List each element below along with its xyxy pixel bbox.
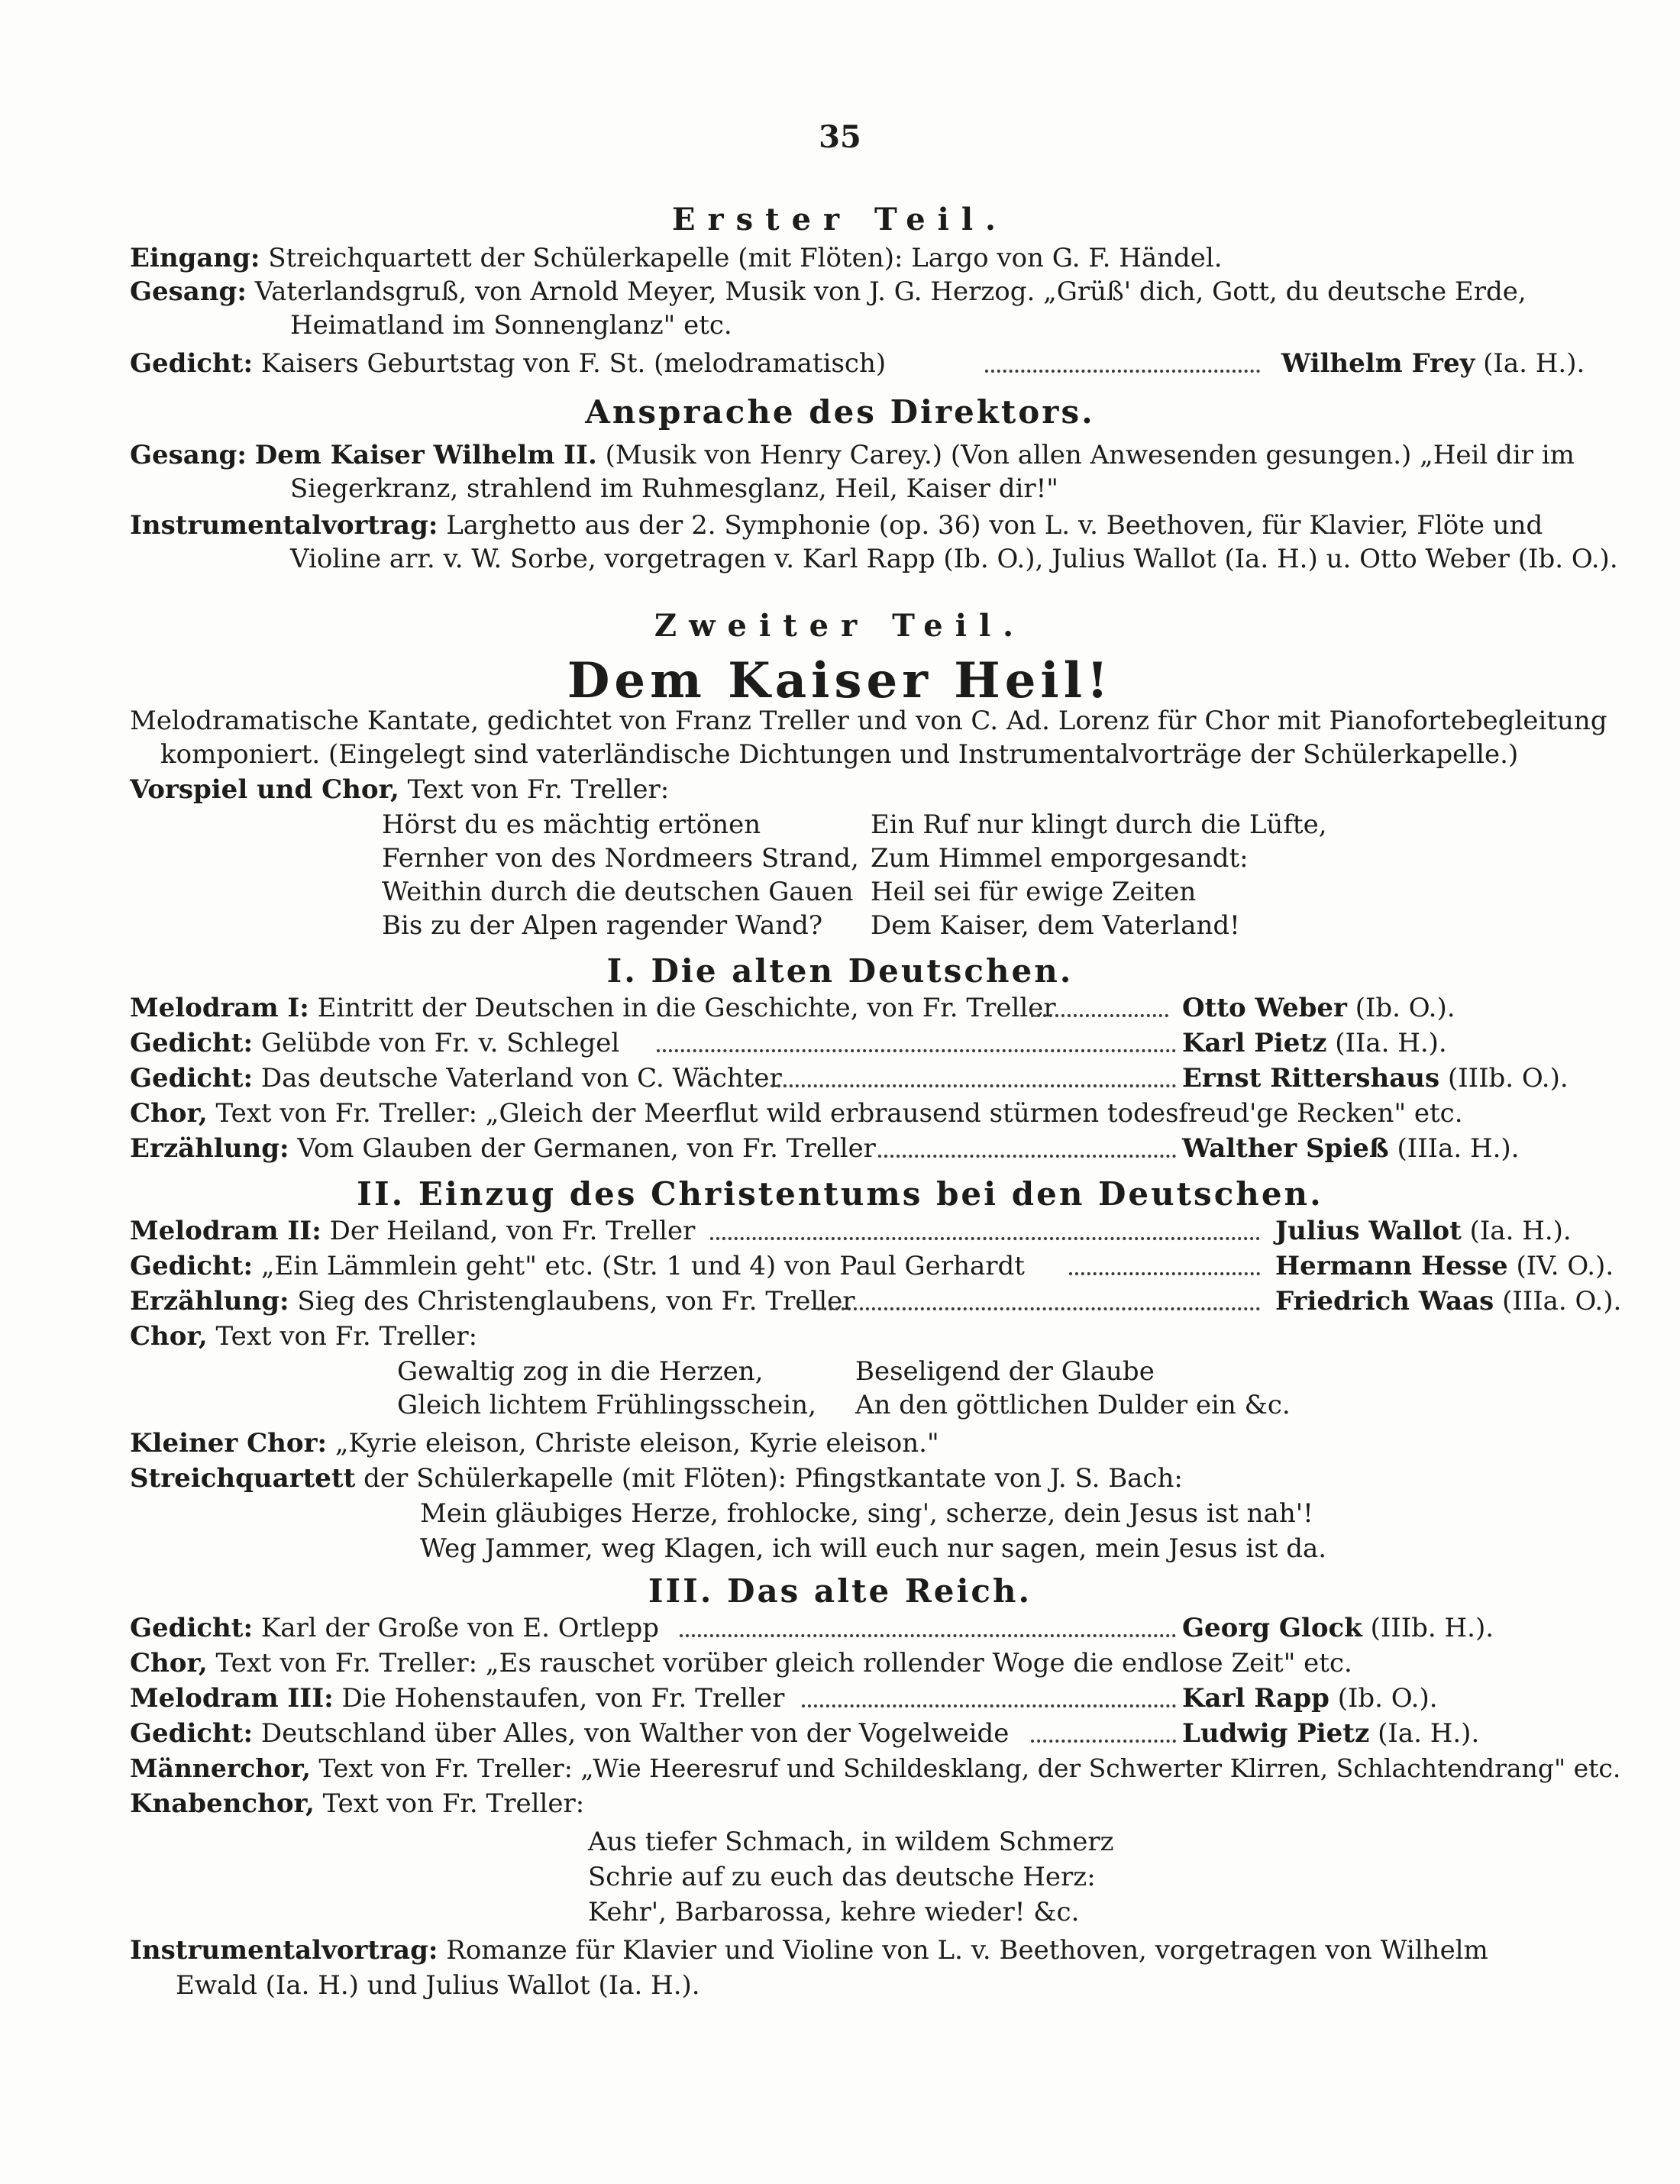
performer: [1182, 1613, 1494, 1643]
verse-line: Zum Himmel emporgesandt:: [871, 843, 1249, 874]
performer-name: Ernst Rittershaus: [1182, 1063, 1440, 1094]
entry-vorspiel: [130, 774, 669, 805]
entry-label: Erzählung:: [130, 1133, 289, 1164]
entry-melodram-3: [130, 1683, 1504, 1714]
entry-text: Text von Fr. Treller: „Es rauschet vorüber gleich rollender Woge die endlose Zeit" etc.: [215, 1648, 1352, 1678]
performer: [1182, 1063, 1569, 1094]
performer-class: (IIIb. O.).: [1447, 1063, 1569, 1094]
entry-text: Text von Fr. Treller:: [322, 1788, 585, 1819]
verse-line: Dem Kaiser, dem Vaterland!: [871, 910, 1240, 941]
entry-label: Melodram I:: [130, 993, 309, 1023]
verse-line: Bis zu der Alpen ragender Wand?: [382, 910, 823, 941]
performer-name: Wilhelm Frey: [1281, 348, 1475, 379]
verse-line: Gewaltig zog in die Herzen,: [397, 1356, 764, 1387]
verse-line: Heil sei für ewige Zeiten: [871, 877, 1197, 907]
performer-name: Otto Weber: [1182, 993, 1347, 1023]
entry-label: Instrumentalvortrag:: [130, 510, 438, 541]
entry-gedicht-vaterland: [130, 1063, 1569, 1094]
performer-class: (IIIa. H.).: [1397, 1133, 1520, 1164]
entry-label: Knabenchor,: [130, 1788, 315, 1819]
dot-leader: [1031, 1014, 1168, 1017]
entry-maennerchor: [130, 1753, 1620, 1784]
performer-class: (IV. O.).: [1516, 1251, 1614, 1281]
performer-class: (Ib. O.).: [1355, 993, 1455, 1023]
entry-label: Instrumentalvortrag:: [130, 1935, 438, 1966]
part-two-heading: Zweiter Teil.: [654, 608, 1026, 644]
entry-label: Gedicht:: [130, 1718, 254, 1749]
entry-gesang-2: [130, 440, 1575, 470]
entry-kleiner-chor: [130, 1428, 939, 1459]
dot-leader: [657, 1049, 1176, 1052]
entry-text: Text von Fr. Treller:: [407, 774, 670, 805]
entry-melodram-2: [130, 1216, 1572, 1246]
entry-text: Eintritt der Deutschen in die Geschichte, von Fr. Treller: [317, 993, 1056, 1023]
entry-gedicht-gelubde: [130, 1028, 1504, 1058]
entry-erzaehlung-2: [130, 1286, 1622, 1317]
entry-text: Sieg des Christenglaubens, von Fr. Treller: [297, 1286, 855, 1317]
song-title: Dem Kaiser Wilhelm II.: [254, 440, 597, 470]
dot-leader: [771, 1084, 1176, 1087]
entry-melodram-1: [130, 993, 1504, 1023]
performer: [1182, 1028, 1447, 1058]
entry-label: Melodram III:: [130, 1683, 334, 1714]
part-one-heading: Erster Teil.: [672, 202, 1008, 237]
verse-line: Weithin durch die deutschen Gauen: [382, 877, 854, 907]
entry-continuation: Heimatland im Sonnenglanz" etc.: [290, 310, 732, 341]
entry-text: Text von Fr. Treller:: [215, 1321, 478, 1352]
entry-text: „Kyrie eleison, Christe eleison, Kyrie eleison.": [334, 1428, 939, 1459]
cantata-intro-line-1: Melodramatische Kantate, gedichtet von Franz Treller und von C. Ad. Lorenz für Chor mit Pianofortebegleitung: [130, 706, 1607, 736]
entry-erzaehlung-1: [130, 1133, 1520, 1164]
entry-label: Eingang:: [130, 243, 260, 273]
entry-text: Der Heiland, von Fr. Treller: [329, 1216, 696, 1246]
cantata-title: Dem Kaiser Heil!: [567, 652, 1113, 709]
performer: [1182, 1718, 1479, 1749]
performer-class: (Ia. H.).: [1378, 1718, 1480, 1749]
dot-leader: [1069, 1272, 1260, 1275]
performer-class: (IIIb. H.).: [1370, 1613, 1494, 1643]
performer: [1275, 1251, 1614, 1281]
performer-name: Walther Spieß: [1182, 1133, 1389, 1164]
entry-label: Gedicht:: [130, 1063, 254, 1094]
entry-label: Chor,: [130, 1648, 208, 1678]
entry-label: Gedicht:: [130, 348, 254, 379]
entry-label: Streichquartett: [130, 1463, 356, 1494]
entry-label: Kleiner Chor:: [130, 1428, 328, 1459]
dot-leader: [985, 370, 1260, 373]
entry-label: Gesang:: [130, 276, 247, 307]
entry-label: Gesang:: [130, 440, 247, 470]
entry-gedicht-laemmlein: [130, 1251, 1614, 1281]
dot-leader: [680, 1634, 1176, 1637]
entry-text: Das deutsche Vaterland von C. Wächter: [260, 1063, 782, 1094]
section-3-heading: III. Das alte Reich.: [648, 1572, 1032, 1610]
entry-knabenchor: [130, 1788, 584, 1819]
entry-label: Chor,: [130, 1321, 208, 1352]
verse-line: Ein Ruf nur klingt durch die Lüfte,: [871, 809, 1327, 840]
performer-class: (Ia. H.).: [1469, 1216, 1572, 1246]
entry-text: der Schülerkapelle (mit Flöten): Pfingstkantate von J. S. Bach:: [363, 1463, 1183, 1494]
verse-line: Hörst du es mächtig ertönen: [382, 809, 761, 840]
entry-label: Erzählung:: [130, 1286, 289, 1317]
entry-label: Chor,: [130, 1098, 208, 1129]
verse-line: Schrie auf zu euch das deutsche Herz:: [588, 1862, 1096, 1892]
verse-line: Weg Jammer, weg Klagen, ich will euch nur sagen, mein Jesus ist da.: [420, 1533, 1327, 1564]
performer-class: (Ia. H.).: [1483, 348, 1585, 379]
entry-text: Gelübde von Fr. v. Schlegel: [260, 1028, 620, 1058]
performer-name: Hermann Hesse: [1275, 1251, 1508, 1281]
entry-gedicht-1: [130, 348, 1585, 379]
performer: [1182, 1683, 1438, 1714]
entry-chor-1: [130, 1098, 1463, 1129]
verse-line: Fernher von des Nordmeers Strand,: [382, 843, 859, 874]
entry-chor-2: [130, 1321, 477, 1352]
entry-text: Streichquartett der Schülerkapelle (mit Flöten): Largo von G. F. Händel.: [268, 243, 1223, 273]
entry-gesang-1: [130, 276, 1527, 307]
entry-text: Romanze für Klavier und Violine von L. v. Beethoven, vorgetragen von Wilhelm: [446, 1935, 1488, 1966]
entry-label: Gedicht:: [130, 1613, 254, 1643]
verse-line: Mein gläubiges Herze, frohlocke, sing', scherze, dein Jesus ist nah'!: [420, 1498, 1313, 1529]
dot-leader: [878, 1155, 1176, 1158]
performer-name: Friedrich Waas: [1275, 1286, 1494, 1317]
entry-continuation: Violine arr. v. W. Sorbe, vorgetragen v. Karl Rapp (Ib. O.), Julius Wallot (Ia. H.) u. Otto Weber (Ib. O.).: [290, 544, 1618, 574]
verse-line: Gleich lichtem Frühlingsschein,: [397, 1390, 816, 1420]
entry-label: Gedicht:: [130, 1251, 254, 1281]
performer-name: Ludwig Pietz: [1182, 1718, 1370, 1749]
verse-line: Kehr', Barbarossa, kehre wieder! &c.: [588, 1897, 1080, 1927]
entry-instrumental-2: [130, 1935, 1488, 1966]
entry-text: Karl der Große von E. Ortlepp: [260, 1613, 660, 1643]
entry-streichquartett: [130, 1463, 1183, 1494]
cantata-intro-line-2: komponiert. (Eingelegt sind vaterländische Dichtungen und Instrumentalvorträge der Schülerkapelle.): [160, 739, 1519, 770]
entry-label: Melodram II:: [130, 1216, 321, 1246]
entry-label: Gedicht:: [130, 1028, 254, 1058]
dot-leader: [817, 1307, 1260, 1310]
verse-line: Aus tiefer Schmach, in wildem Schmerz: [588, 1827, 1114, 1857]
performer: [1182, 1133, 1520, 1164]
entry-text: Vom Glauben der Germanen, von Fr. Treller: [297, 1133, 876, 1164]
dot-leader: [802, 1704, 1176, 1707]
performer-class: (IIIa. O.).: [1502, 1286, 1622, 1317]
entry-text: „Ein Lämmlein geht" etc. (Str. 1 und 4) von Paul Gerhardt: [260, 1251, 1025, 1281]
performer: [1182, 993, 1455, 1023]
performer: [1275, 1286, 1621, 1317]
entry-chor-3: [130, 1648, 1352, 1678]
performer-name: Karl Pietz: [1182, 1028, 1327, 1058]
verse-line: An den göttlichen Dulder ein &c.: [855, 1390, 1291, 1420]
entry-instrumental-1: [130, 510, 1543, 541]
entry-gedicht-deutschland: [130, 1718, 1504, 1749]
entry-gedicht-karl: [130, 1613, 1504, 1643]
section-1-heading: I. Die alten Deutschen.: [606, 952, 1074, 990]
performer-name: Julius Wallot: [1275, 1216, 1462, 1246]
performer: [1275, 1216, 1572, 1246]
section-2-heading: II. Einzug des Christentums bei den Deutschen.: [357, 1175, 1323, 1213]
ansprache-heading: Ansprache des Direktors.: [585, 393, 1095, 431]
performer: [1281, 348, 1585, 379]
page-number: 35: [819, 119, 861, 155]
dot-leader: [1031, 1740, 1176, 1743]
performer-class: (IIa. H.).: [1335, 1028, 1447, 1058]
entry-text: Kaisers Geburtstag von F. St. (melodramatisch): [260, 348, 887, 379]
entry-text: Die Hohenstaufen, von Fr. Treller: [341, 1683, 785, 1714]
entry-text: Deutschland über Alles, von Walther von der Vogelweide: [260, 1718, 1010, 1749]
entry-continuation: Siegerkranz, strahlend im Ruhmesglanz, Heil, Kaiser dir!": [290, 473, 1058, 504]
entry-text: Larghetto aus der 2. Symphonie (op. 36) von L. v. Beethoven, für Klavier, Flöte und: [446, 510, 1543, 541]
dot-leader: [710, 1237, 1260, 1240]
entry-label: Männerchor,: [130, 1753, 311, 1783]
entry-text: (Musik von Henry Carey.) (Von allen Anwesenden gesungen.) „Heil dir im: [605, 440, 1575, 470]
entry-text: Text von Fr. Treller: „Gleich der Meerflut wild erbrausend stürmen todesfreud'ge Recken" etc.: [215, 1098, 1463, 1129]
entry-eingang: [130, 243, 1223, 273]
entry-continuation: Ewald (Ia. H.) und Julius Wallot (Ia. H.).: [176, 1970, 700, 2001]
performer-class: (Ib. O.).: [1337, 1683, 1438, 1714]
performer-name: Karl Rapp: [1182, 1683, 1329, 1714]
entry-text: Text von Fr. Treller: „Wie Heeresruf und Schildesklang, der Schwerter Klirren, Schlachtendrang" etc.: [318, 1753, 1621, 1783]
entry-label: Vorspiel und Chor,: [130, 774, 399, 805]
performer-name: Georg Glock: [1182, 1613, 1362, 1643]
entry-text: Vaterlandsgruß, von Arnold Meyer, Musik von J. G. Herzog. „Grüß' dich, Gott, du deutsche Erde,: [254, 276, 1527, 307]
verse-line: Beseligend der Glaube: [855, 1356, 1155, 1387]
